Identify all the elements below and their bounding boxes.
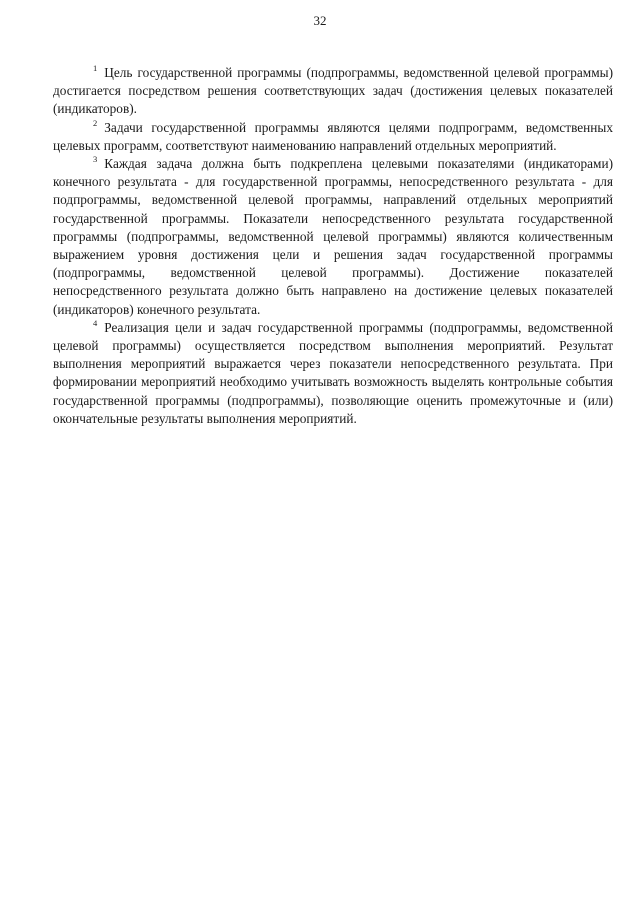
footnote-marker-1: 1 — [93, 63, 98, 73]
footnote-1 — [53, 64, 613, 119]
footnote-marker-4: 4 — [93, 317, 98, 328]
footnote-2 — [53, 119, 613, 155]
footnote-marker-2: 2 — [93, 117, 98, 128]
footnote-3 — [53, 155, 613, 319]
page-number: 32 — [313, 13, 327, 28]
footnote-text-4: Реализация цели и задач государственной программы (подпрограммы, ведомственной целевой программы) осуществляется посредством выполнения мероприятий. Результат выполнения мероприятий выражается через показатели непосредственного результата. При формировании мероприятий необходимо учитывать возможность выделять контрольные события государственной программы (подпрограммы), позволяющие оценить промежуточные и (или) окончательные результаты выполнения мероприятий. — [53, 319, 613, 426]
footnote-marker-3: 3 — [93, 154, 98, 165]
footnote-text-3: Каждая задача должна быть подкреплена целевыми показателями (индикаторами) конечного результата - для государственной программы, непосредственного результата - для подпрограммы, ведомственной целевой программы, направлений отдельных мероприятий государственной программы. Показатели непосредственного результата государственной программы (подпрограммы, ведомственной целевой программы) являются количественным выражением уровня достижения цели и решения задач государственной программы (подпрограммы, ведомственной целевой программы). Достижение показателей непосредственного результата должно быть направлено на достижение целевых показателей (индикаторов) конечного результата. — [53, 156, 613, 317]
footnote-text-2: Задачи государственной программы являются целями подпрограмм, ведомственных целевых программ, соответствуют наименованию направлений отдельных мероприятий. — [53, 119, 613, 153]
footnote-4 — [53, 319, 613, 428]
footnote-text-1: Цель государственной программы (подпрограммы, ведомственной целевой программы) достигается посредством решения соответствующих задач (достижения целевых показателей (индикаторов). — [53, 65, 613, 117]
footnotes-block — [53, 64, 613, 428]
